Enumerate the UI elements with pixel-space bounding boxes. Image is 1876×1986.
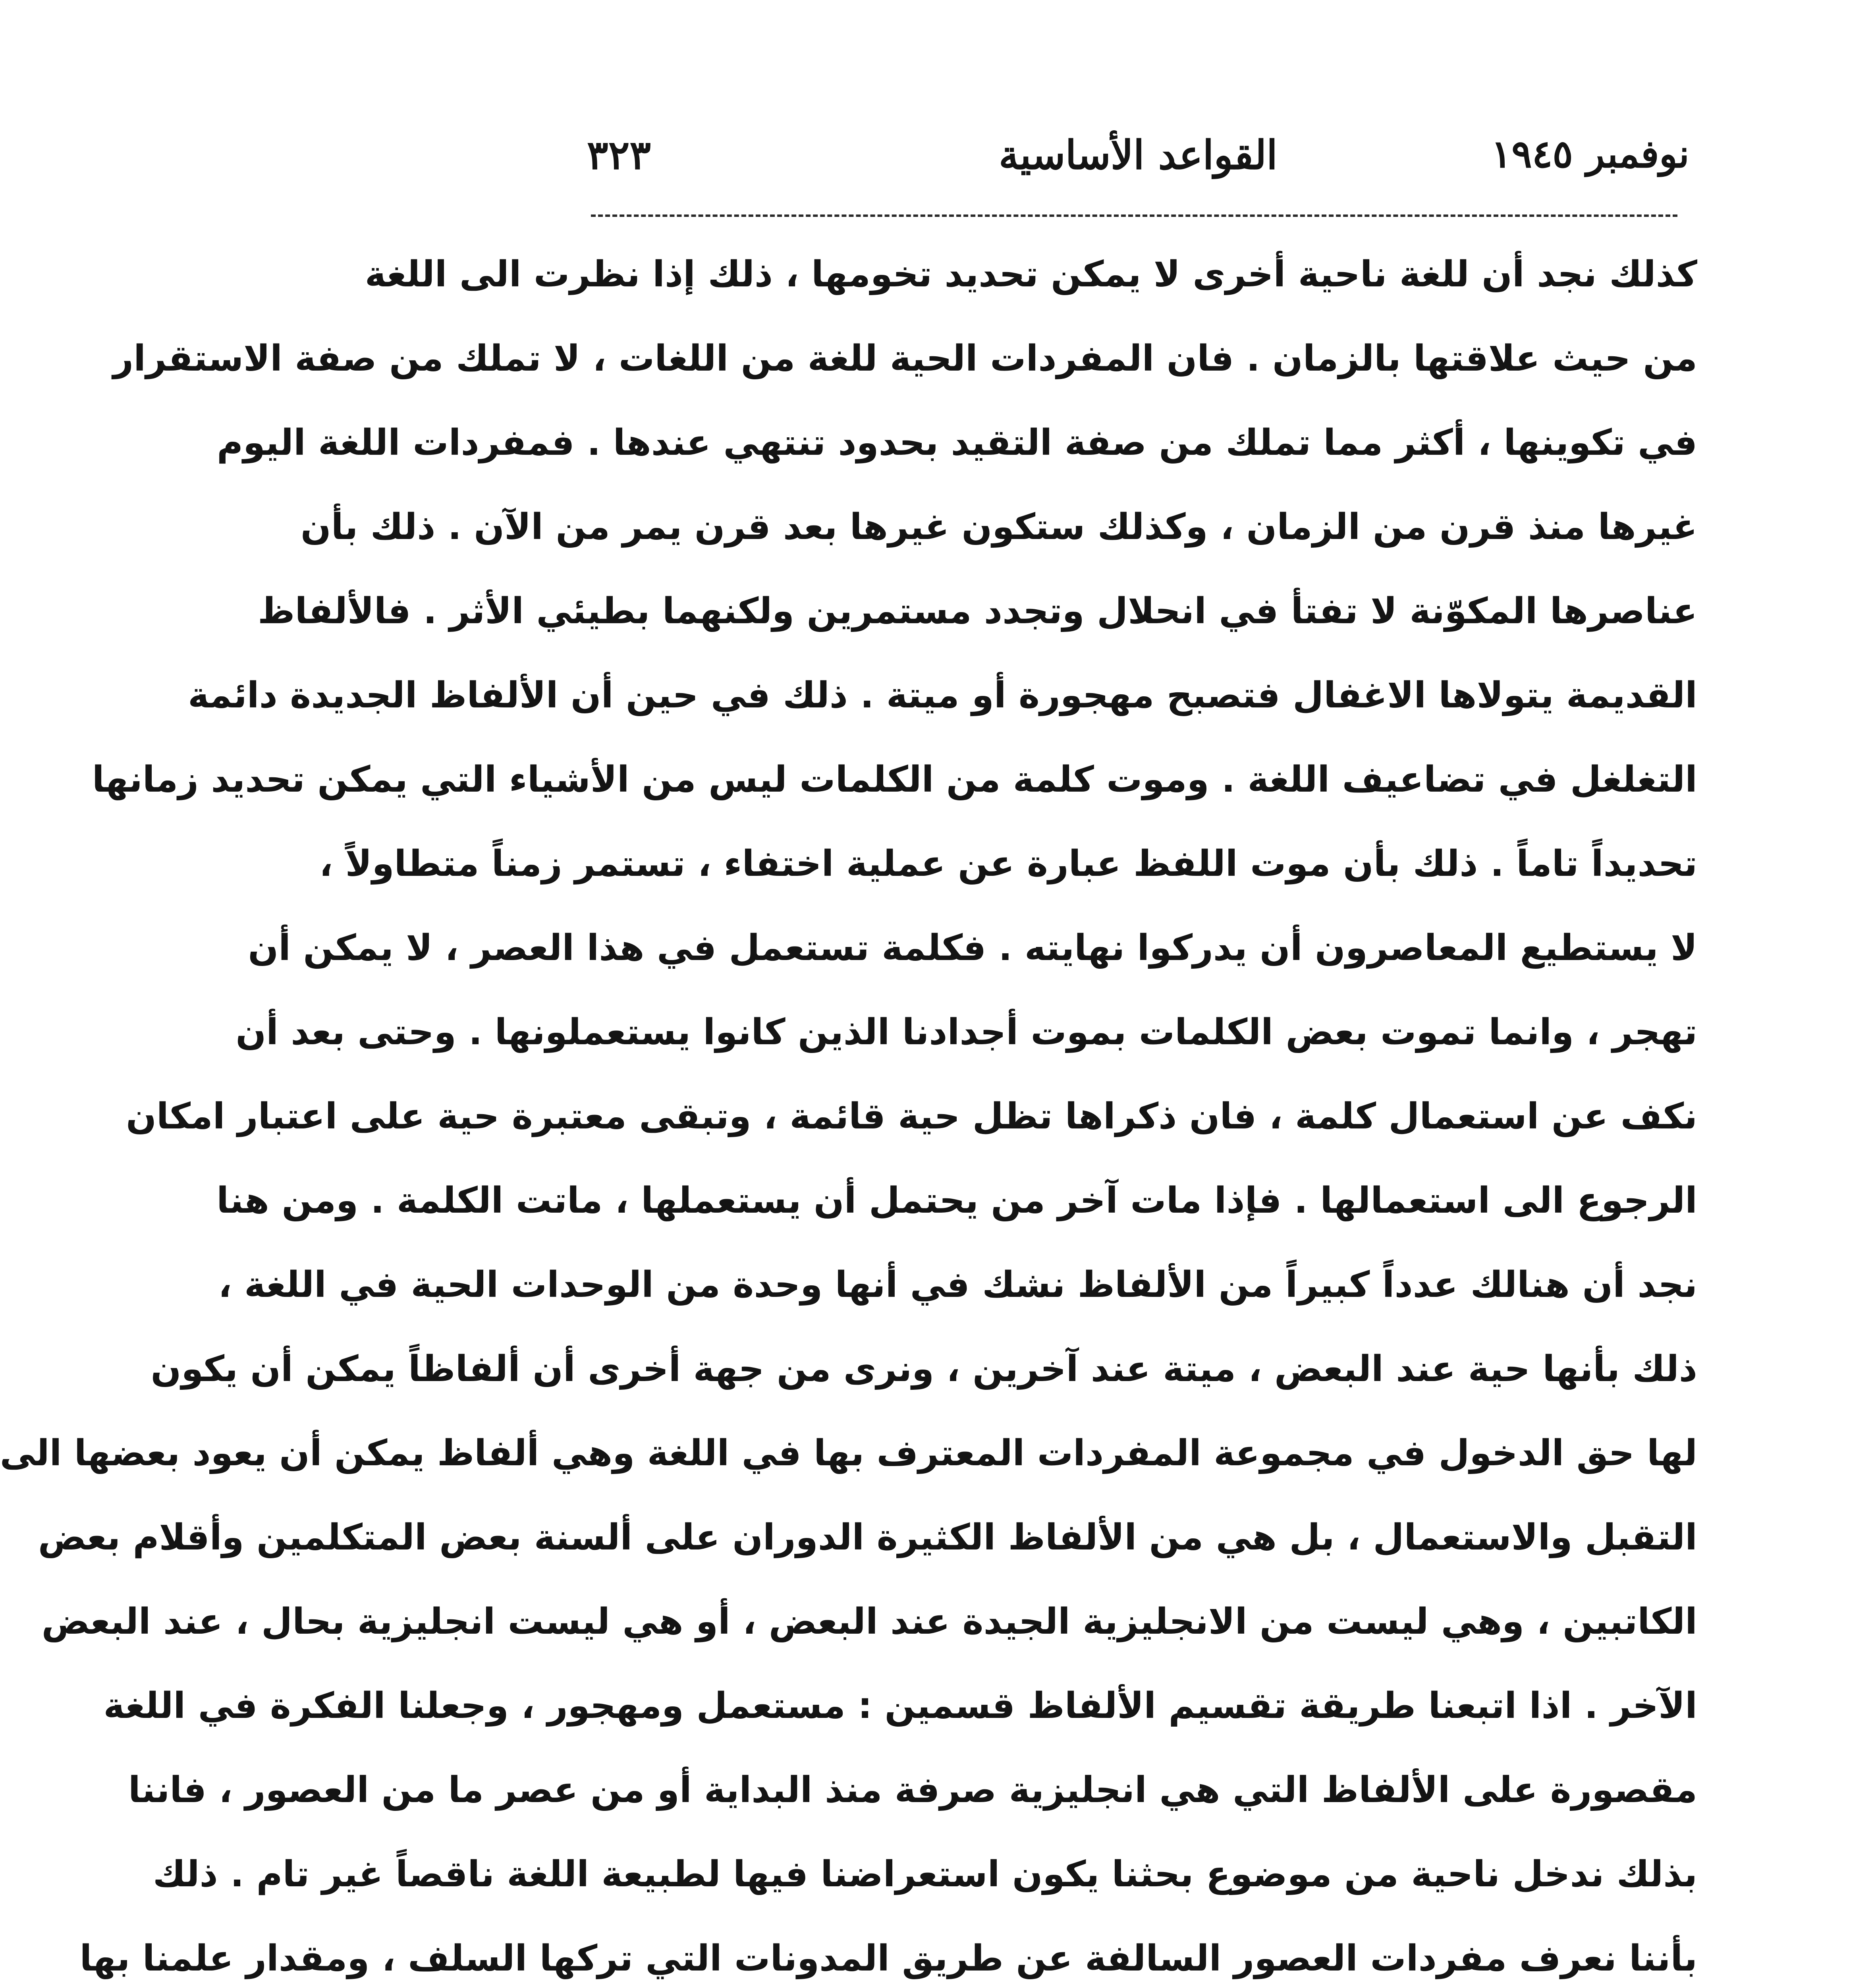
text-line: مقصورة على الألفاظ التي هي انجليزية صرفة منذ البداية أو من عصر ما من العصور ، فاننا xyxy=(128,1769,1697,1811)
text-line: القديمة يتولاها الاغفال فتصبح مهجورة أو ميتة . ذلك في حين أن الألفاظ الجديدة دائمة xyxy=(188,674,1697,716)
text-line: في تكوينها ، أكثر مما تملك من صفة التقيد بحدود تنتهي عندها . فمفردات اللغة اليوم xyxy=(217,422,1697,464)
text-line: الآخر . اذا اتبعنا طريقة تقسيم الألفاظ قسمين : مستعمل ومهجور ، وجعلنا الفكرة في اللغة xyxy=(103,1685,1697,1727)
text-line: تهجر ، وانما تموت بعض الكلمات بموت أجدادنا الذين كانوا يستعملونها . وحتى بعد أن xyxy=(235,1011,1697,1053)
page-number: ٣٢٣ xyxy=(587,131,651,178)
text-line: التقبل والاستعمال ، بل هي من الألفاظ الكثيرة الدوران على ألسنة بعض المتكلمين وأقلام بعض xyxy=(38,1517,1697,1558)
header-title: القواعد الأساسية xyxy=(999,131,1278,178)
text-line: غيرها منذ قرن من الزمان ، وكذلك ستكون غيرها بعد قرن يمر من الآن . ذلك بأن xyxy=(300,506,1697,548)
text-line: لا يستطيع المعاصرون أن يدركوا نهايته . فكلمة تستعمل في هذا العصر ، لا يمكن أن xyxy=(248,927,1697,969)
text-line: كذلك نجد أن للغة ناحية أخرى لا يمكن تحديد تخومها ، ذلك إذا نظرت الى اللغة xyxy=(365,253,1697,295)
text-line: الكاتبين ، وهي ليست من الانجليزية الجيدة عند البعض ، أو هي ليست انجليزية بحال ، عند البعض xyxy=(41,1601,1697,1642)
text-line: ذلك بأنها حية عند البعض ، ميتة عند آخرين ، ونرى من جهة أخرى أن ألفاظاً يمكن أن يكون xyxy=(151,1348,1697,1390)
header-rule xyxy=(591,214,1677,217)
text-line: نجد أن هنالك عدداً كبيراً من الألفاظ نشك في أنها وحدة من الوحدات الحية في اللغة ، xyxy=(218,1264,1697,1306)
text-line: التغلغل في تضاعيف اللغة . وموت كلمة من الكلمات ليس من الأشياء التي يمكن تحديد زمانها xyxy=(92,759,1697,800)
text-line: عناصرها المكوّنة لا تفتأ في انحلال وتجدد مستمرين ولكنهما بطيئي الأثر . فالألفاظ xyxy=(257,590,1697,632)
text-line: تحديداً تاماً . ذلك بأن موت اللفظ عبارة عن عملية اختفاء ، تستمر زمناً متطاولاً ، xyxy=(319,843,1697,885)
text-line: بذلك ندخل ناحية من موضوع بحثنا يكون استعراضنا فيها لطبيعة اللغة ناقصاً غير تام . ذلك xyxy=(152,1853,1697,1895)
text-line: لها حق الدخول في مجموعة المفردات المعترف بها في اللغة وهي ألفاظ يمكن أن يعود بعضها الى xyxy=(0,1432,1697,1474)
text-line: من حيث علاقتها بالزمان . فان المفردات الحية للغة من اللغات ، لا تملك من صفة الاستقرار xyxy=(113,338,1697,379)
body-text xyxy=(0,232,1697,1986)
text-line: نكف عن استعمال كلمة ، فان ذكراها تظل حية قائمة ، وتبقى معتبرة حية على اعتبار امكان xyxy=(126,1095,1697,1137)
header-date: نوفمبر ١٩٤٥ xyxy=(1491,131,1689,176)
text-line: بأننا نعرف مفردات العصور السالفة عن طريق المدونات التي تركها السلف ، ومقدار علمنا بها xyxy=(79,1938,1697,1979)
text-line: الرجوع الى استعمالها . فإذا مات آخر من يحتمل أن يستعملها ، ماتت الكلمة . ومن هنا xyxy=(216,1180,1697,1221)
running-header xyxy=(583,119,1693,195)
